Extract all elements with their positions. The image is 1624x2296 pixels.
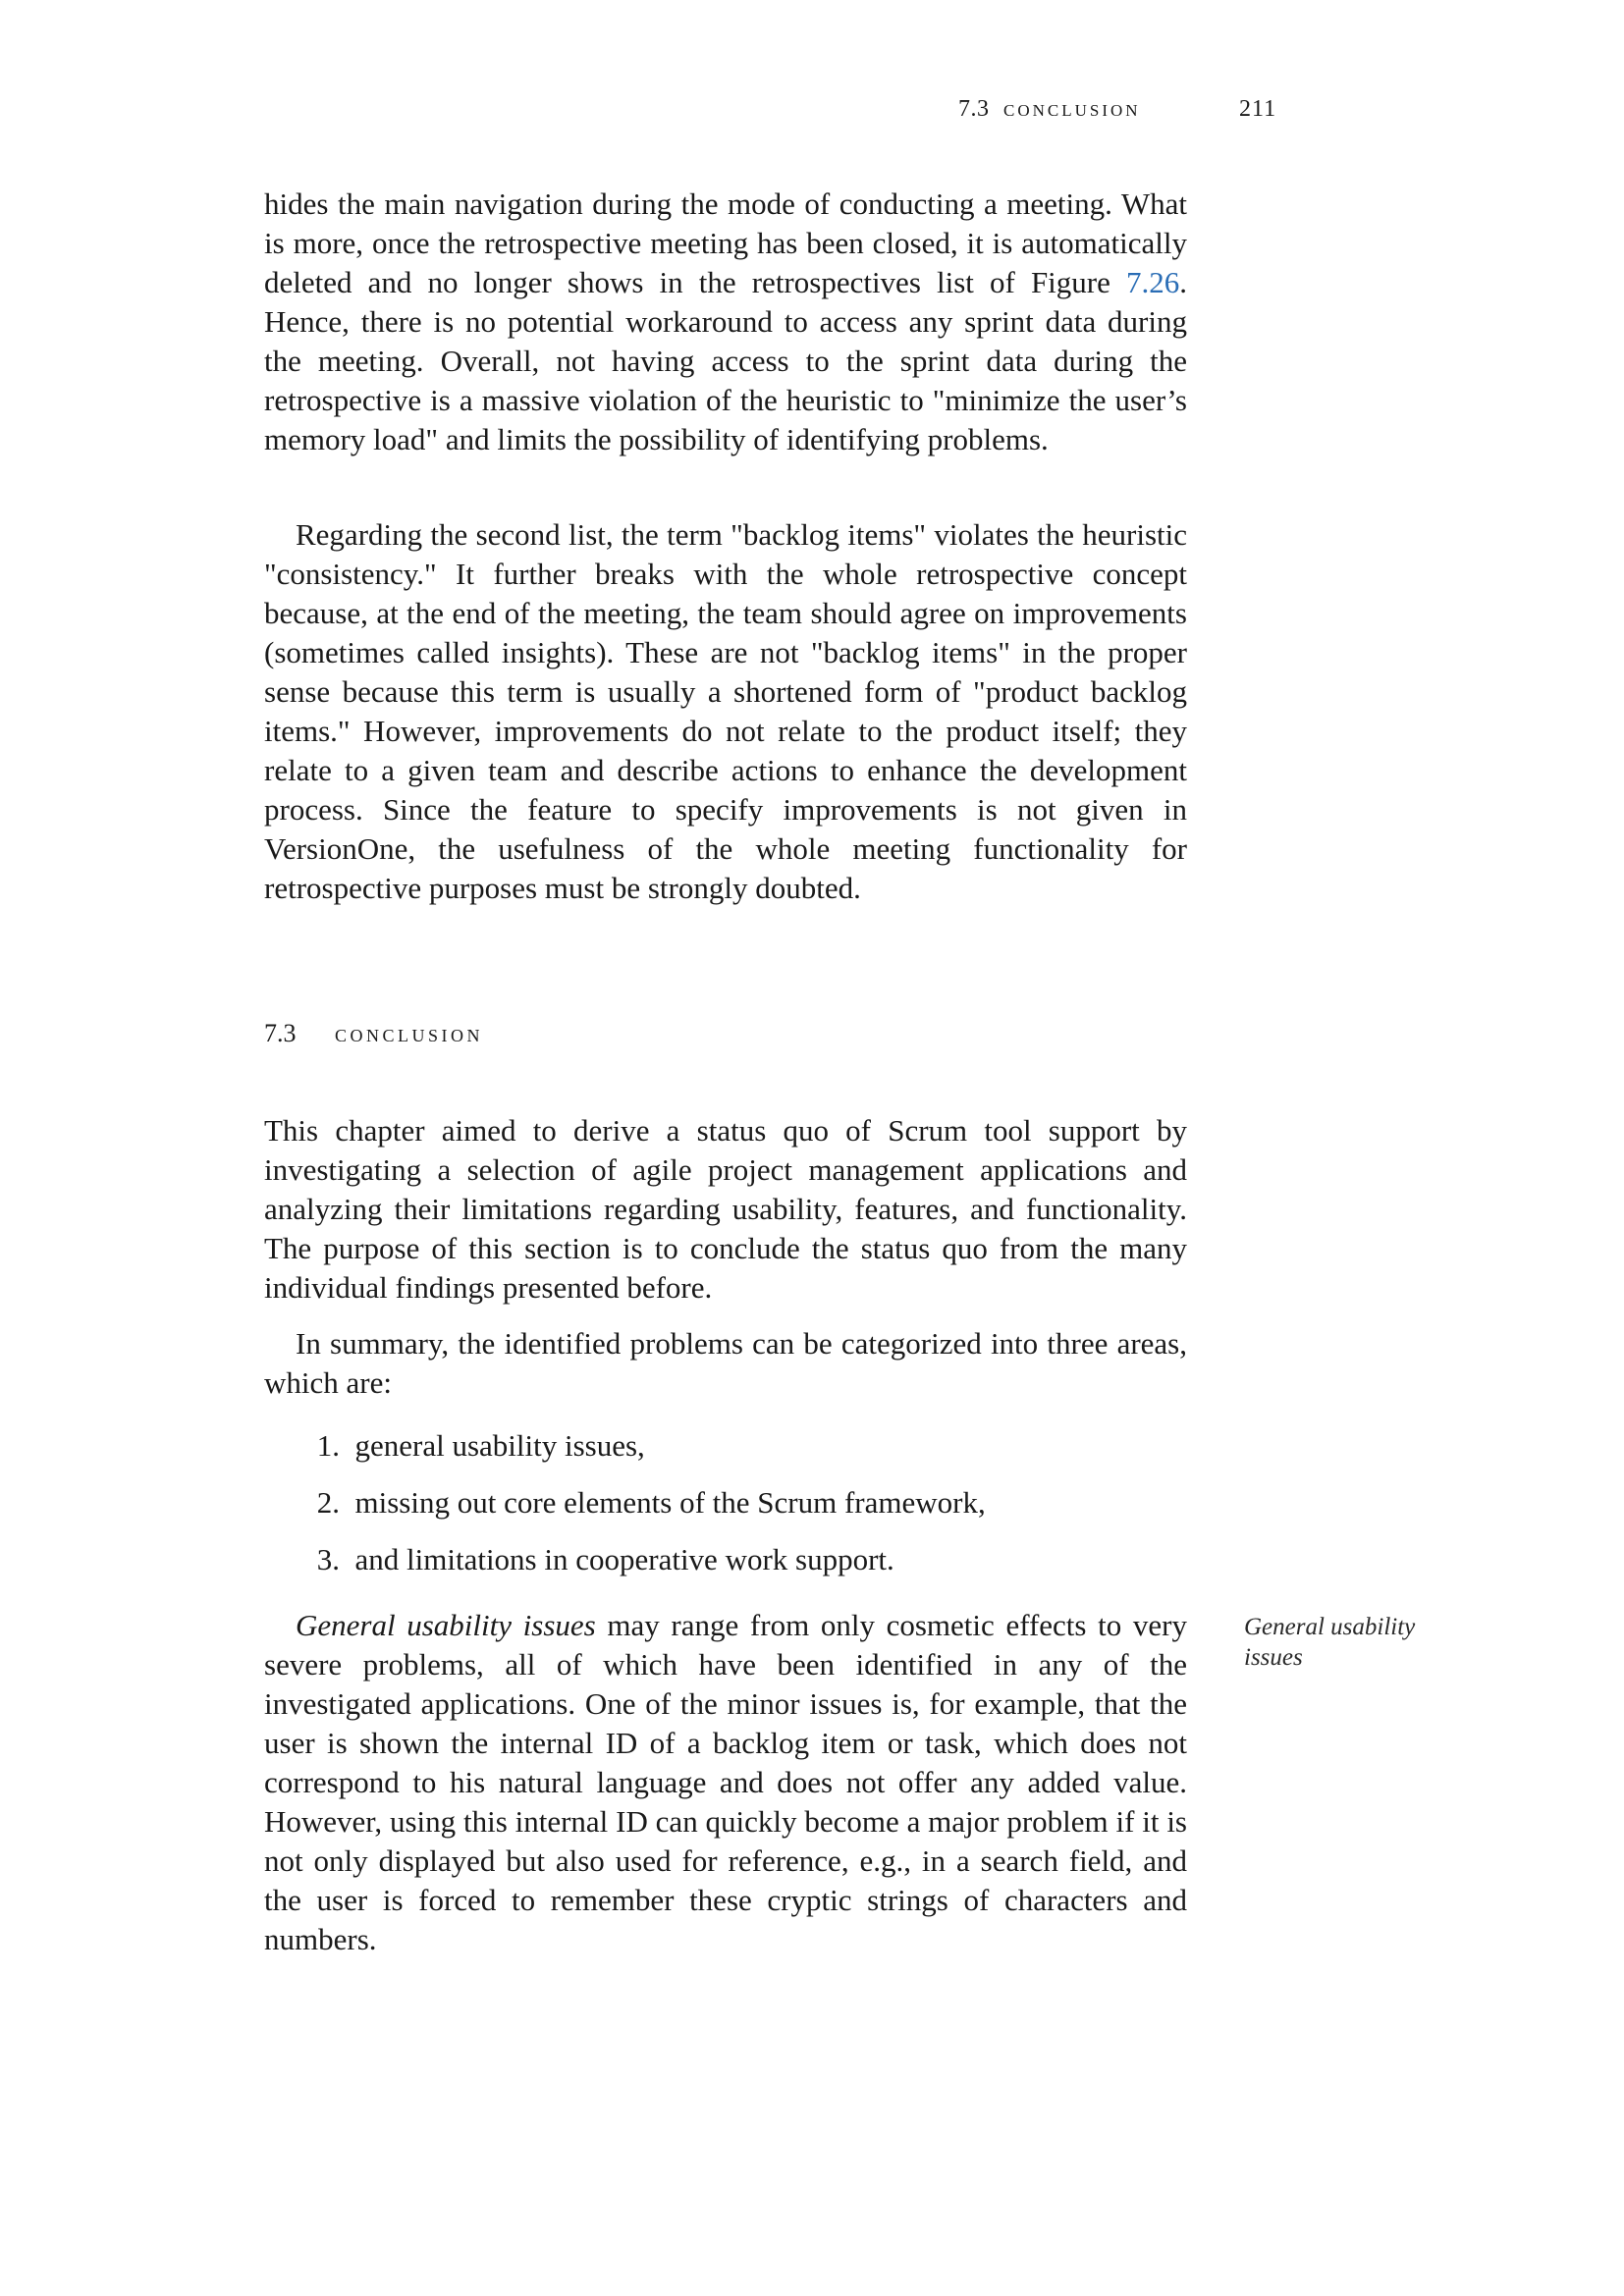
paragraph-summary	[264, 1324, 1187, 1403]
paragraph-lead-term: General usability issues	[296, 1608, 596, 1642]
paragraph-backlog-items	[264, 515, 1187, 908]
page-number: 211	[1239, 96, 1277, 122]
list-item	[264, 1426, 1187, 1466]
list-item	[264, 1540, 1187, 1579]
paragraph-text: Regarding the second list, the term "backlog items" violates the heuristic "consistency." It further breaks with the whole retrospective concept because, at the end of the meeting, the team should agree on improvements (sometimes called insights). These are not "backlog items" in the proper sense because this term is usually a shortened form of "product backlog items." However, improvements do not relate to the product itself; they relate to a given team and describe actions to enhance the development process. Since the feature to specify improvements is not given in VersionOne, the usefulness of the whole meeting functionality for retrospective purposes must be strongly doubted.	[264, 517, 1187, 905]
list-item-number: 2.	[316, 1485, 340, 1520]
section-number: 7.3	[264, 1019, 297, 1047]
margin-note: General usability issues	[1244, 1614, 1416, 1671]
problem-areas-list	[264, 1426, 1187, 1597]
header-section-title: conclusion	[1003, 96, 1141, 122]
list-item-number: 1.	[316, 1428, 340, 1463]
section-heading	[264, 1019, 483, 1048]
list-item-text: general usability issues,	[354, 1428, 645, 1463]
paragraph-retrospective-navigation	[264, 185, 1187, 459]
list-item-number: 3.	[316, 1542, 340, 1576]
paragraph-text: hides the main navigation during the mode of conducting a meeting. What is more, once the retrospective meeting has been closed, it is automatically deleted and no longer shows in the retrospectives list of Figure	[264, 187, 1187, 299]
paragraph-text: In summary, the identified problems can be categorized into three areas, which are:	[264, 1326, 1187, 1400]
header-section-number: 7.3	[958, 96, 990, 122]
running-header	[958, 96, 1282, 123]
paragraph-chapter-aim	[264, 1111, 1187, 1308]
list-item	[264, 1483, 1187, 1522]
list-item-text: and limitations in cooperative work support.	[354, 1542, 894, 1576]
paragraph-text: may range from only cosmetic effects to very severe problems, all of which have been identified in any of the investigated applications. One of the minor issues is, for example, that the user is shown the internal ID of a backlog item or task, which does not correspond to his natural language and does not offer any added value. However, using this internal ID can quickly become a major problem if it is not only displayed but also used for reference, e.g., in a search field, and the user is forced to remember these cryptic strings of characters and numbers.	[264, 1608, 1187, 1956]
figure-link[interactable]: 7.26	[1126, 265, 1180, 299]
list-item-text: missing out core elements of the Scrum framework,	[354, 1485, 986, 1520]
section-title: conclusion	[335, 1019, 484, 1047]
paragraph-text: This chapter aimed to derive a status quo of Scrum tool support by investigating a selection of agile project management applications and analyzing their limitations regarding usability, features, and functionality. The purpose of this section is to conclude the status quo from the many individual findings presented before.	[264, 1113, 1187, 1305]
paragraph-general-usability	[264, 1606, 1187, 1959]
paragraph-text-continued: . Hence, there is no potential workaround to access any sprint data during the meeting. Overall, not having access to the sprint data during the retrospective is a massive violation of the heuristic to "minimize the user’s memory load" and limits the possibility of identifying problems.	[264, 265, 1187, 456]
